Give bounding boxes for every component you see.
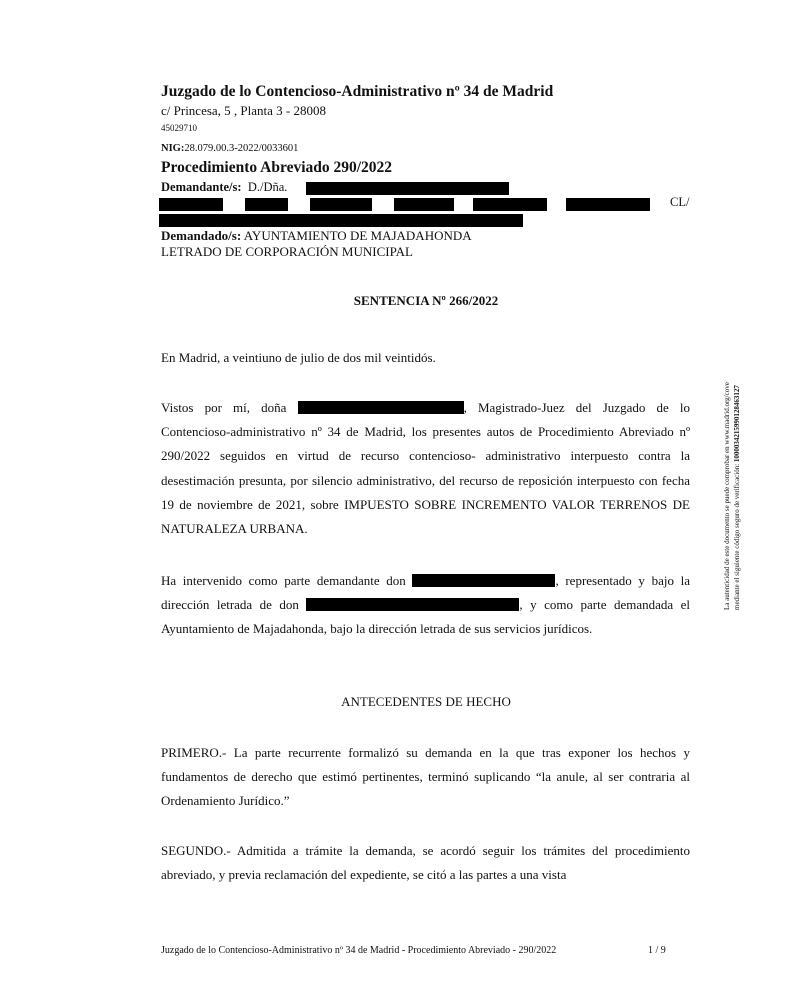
intervenido-pre: Ha intervenido como parte demandante don <box>161 573 406 588</box>
intervenido-paragraph <box>161 569 690 642</box>
vistos-paragraph <box>161 396 690 541</box>
redaction-bar <box>394 198 454 211</box>
verification-code: 1000034215990128463127 <box>733 385 741 463</box>
footer-text: Juzgado de lo Contencioso-Administrativo nº 34 de Madrid - Procedimiento Abreviado - 290/2022 <box>161 945 557 956</box>
verification-note-text <box>722 382 742 610</box>
court-code: 45029710 <box>161 123 197 133</box>
redaction-bar <box>306 182 509 195</box>
verification-line-2 <box>732 382 742 610</box>
antecedentes-heading: ANTECEDENTES DE HECHO <box>341 694 511 709</box>
redaction-bar <box>159 214 523 227</box>
demandado-value: AYUNTAMIENTO DE MAJADAHONDA <box>243 228 472 243</box>
redaction-bar <box>298 401 464 414</box>
verification-line-2-pre: mediante el siguiente código seguro de verificación: <box>733 463 741 610</box>
intervenido-mid: , representado y bajo la dirección letrada de don <box>161 573 690 613</box>
nig-value: 28.079.00.3-2022/0033601 <box>184 143 299 154</box>
redaction-bar <box>245 198 288 211</box>
demandante <box>161 180 287 195</box>
redaction-bar <box>310 198 372 211</box>
demandado-letrado: LETRADO DE CORPORACIÓN MUNICIPAL <box>161 244 413 259</box>
redaction-bar <box>159 198 223 211</box>
court-address: c/ Princesa, 5 , Planta 3 - 28008 <box>161 103 326 118</box>
procedure-title: Procedimiento Abreviado 290/2022 <box>161 159 393 176</box>
intervenido-post: , y como parte demandada el Ayuntamiento de Majadahonda, bajo la dirección letrada de sus servicios jurídicos. <box>161 597 691 637</box>
segundo-paragraph: SEGUNDO.- Admitida a trámite la demanda, se acordó seguir los trámites del procedimiento abreviado, y previa reclamación del expediente, se citó a las partes a una vista <box>161 843 690 883</box>
page-number: 1 / 9 <box>648 945 666 956</box>
redaction-bar <box>566 198 650 211</box>
nig <box>161 143 298 154</box>
vistos-pre: Vistos por mí, doña <box>161 400 287 415</box>
redaction-bar <box>306 598 519 611</box>
demandado-label: Demandado/s: <box>161 228 242 243</box>
verification-line-1: La autenticidad de este documento se puede comprobar en www.madrid.org/cove <box>723 382 731 610</box>
demandante-label: Demandante/s: <box>161 180 242 194</box>
intro-paragraph: En Madrid, a veintiuno de julio de dos mil veintidós. <box>161 350 436 365</box>
sentence-title: SENTENCIA Nº 266/2022 <box>353 293 499 308</box>
redaction-bar <box>412 574 555 587</box>
demandante-value: D./Dña. <box>247 180 288 194</box>
redaction-bar <box>473 198 547 211</box>
demandado <box>161 228 472 260</box>
nig-label: NIG: <box>161 143 185 154</box>
cl-label: CL/ <box>670 195 690 209</box>
court-name: Juzgado de lo Contencioso-Administrativo nº 34 de Madrid <box>161 83 554 100</box>
vistos-post: , Magistrado-Juez del Juzgado de lo Contencioso-administrativo nº 34 de Madrid, los presentes autos de Procedimiento Abreviado nº 290/2022 seguidos en virtud de recurso contencioso- administrativo interpuesto contra la desestimación presunta, por silencio administrativo, del recurso de reposición interpuesto con fecha 19 de noviembre de 2021, sobre IMPUESTO SOBRE INCREMENTO VALOR TERRENOS DE NATURALEZA URBANA. <box>161 400 690 537</box>
primero-paragraph: PRIMERO.- La parte recurrente formalizó su demanda en la que tras exponer los hechos y fundamentos de derecho que estimó pertinentes, terminó suplicando “la anule, al ser contraria al Ordenamiento Jurídico.” <box>161 745 690 809</box>
